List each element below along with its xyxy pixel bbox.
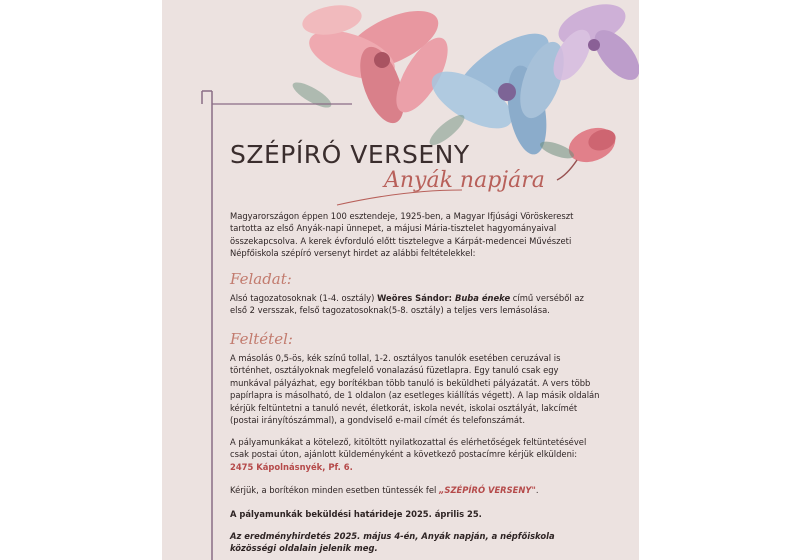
envelope-text-after: . [535,485,539,495]
envelope-paragraph [230,484,602,496]
task-heading: Feladat: [230,270,292,288]
postal-address: 2475 Kápolnásnyék, Pf. 6. [230,461,353,472]
envelope-text-before: Kérjük, a borítékon minden esetben tüntessék fel [230,485,440,495]
deadline-paragraph: A pályamunkák beküldési határideje 2025. április 25. [230,509,482,519]
submission-text: A pályamunkákat a kötelező, kitöltött nyilatkozattal és elérhetőségek feltüntetésével csak postai úton, ajánlott küldeményként a következő postacímre kérjük elküldeni: [230,437,587,460]
task-text-after: című verséből az első 2 versszak, felső tagozatosoknak(5-8. osztály) a teljes vers lemásolása. [230,293,584,316]
submission-paragraph [230,436,602,473]
results-paragraph: Az eredményhirdetés 2025. május 4-én, Anyák napján, a népfőiskola közösségi oldalain jelenik meg. [230,531,555,554]
envelope-marker: „SZÉPÍRÓ VERSENY" [439,485,536,495]
task-paragraph [230,292,602,317]
task-poem: Buba éneke [454,293,511,303]
intro-paragraph: Magyarországon éppen 100 esztendeje, 1925-ben, a Magyar Ifjúsági Vöröskereszt tartotta az első Anyák-napi ünnepet, a májusi Mária-tisztelet hagyományaival összekapcsolva. A kerek évforduló előtt tisztelegve a Kárpát-medencei Művészeti Népfőiskola szépíró versenyt hirdet az alábbi feltételekkel: [230,211,574,259]
page-subtitle: Anyák napjára [384,168,545,193]
task-author: Weöres Sándor: [377,293,455,303]
conditions-paragraph: A másolás 0,5-ös, kék színű tollal, 1-2. osztályos tanulók esetében ceruzával is történhet, osztályoknak megfelelő vonalazású füzetlapra. Egy tanuló csak egy munkával pályázhat, egy borítékban több tanuló is beküldheti pályázatát. A vers több papírlapra is másolható, de 1 oldalon (az esetleges kiállítás végett). A lap másik oldalán kérjük feltüntetni a tanuló nevét, életkorát, iskola nevét, iskolai osztályát, lakcímét (postai irányítószámmal), a gondviselő e-mail címét és telefonszámát. [230,353,600,426]
task-text-before: Alsó tagozatosoknak (1-4. osztály) [230,293,378,303]
page-title: SZÉPÍRÓ VERSENY [230,140,470,169]
conditions-heading: Feltétel: [230,330,293,348]
flyer-page [162,0,639,560]
